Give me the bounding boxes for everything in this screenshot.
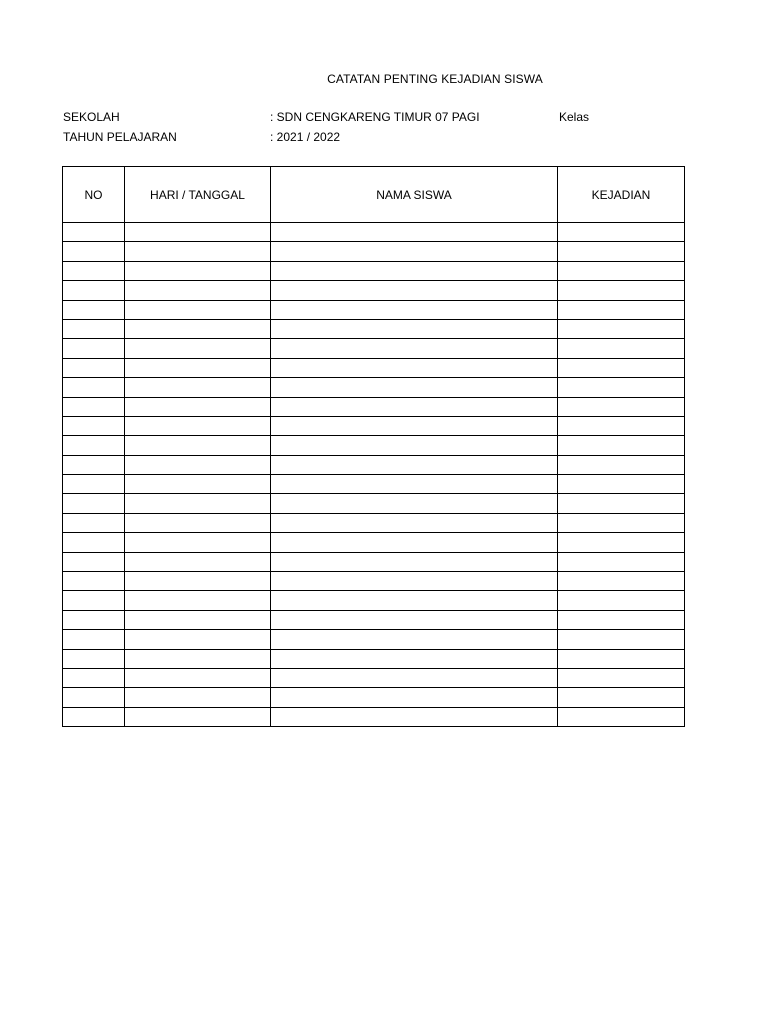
student-name-cell bbox=[271, 688, 558, 707]
date-cell bbox=[125, 339, 271, 358]
student-name-cell bbox=[271, 455, 558, 474]
date-cell bbox=[125, 281, 271, 300]
student-name-cell bbox=[271, 378, 558, 397]
table-row bbox=[63, 552, 685, 571]
no-cell bbox=[63, 281, 125, 300]
no-cell bbox=[63, 591, 125, 610]
student-name-cell bbox=[271, 339, 558, 358]
incident-cell bbox=[558, 707, 685, 726]
table-row bbox=[63, 378, 685, 397]
no-cell bbox=[63, 378, 125, 397]
incident-cell bbox=[558, 281, 685, 300]
date-cell bbox=[125, 552, 271, 571]
date-cell bbox=[125, 378, 271, 397]
incident-cell bbox=[558, 494, 685, 513]
no-cell bbox=[63, 649, 125, 668]
no-cell bbox=[63, 339, 125, 358]
no-cell bbox=[63, 223, 125, 242]
incident-cell bbox=[558, 436, 685, 455]
table-row bbox=[63, 649, 685, 668]
student-name-cell bbox=[271, 707, 558, 726]
student-name-cell bbox=[271, 261, 558, 280]
date-cell bbox=[125, 513, 271, 532]
column-header-incident: KEJADIAN bbox=[558, 167, 685, 223]
incident-cell bbox=[558, 513, 685, 532]
table-row bbox=[63, 513, 685, 532]
no-cell bbox=[63, 630, 125, 649]
table-row bbox=[63, 339, 685, 358]
date-cell bbox=[125, 358, 271, 377]
table-row bbox=[63, 261, 685, 280]
no-cell bbox=[63, 358, 125, 377]
student-name-cell bbox=[271, 630, 558, 649]
date-cell bbox=[125, 319, 271, 338]
table-row bbox=[63, 223, 685, 242]
table-body bbox=[63, 223, 685, 727]
no-cell bbox=[63, 513, 125, 532]
date-cell bbox=[125, 630, 271, 649]
student-name-cell bbox=[271, 649, 558, 668]
student-name-cell bbox=[271, 416, 558, 435]
incident-cell bbox=[558, 378, 685, 397]
student-name-cell bbox=[271, 610, 558, 629]
column-header-date: HARI / TANGGAL bbox=[125, 167, 271, 223]
no-cell bbox=[63, 668, 125, 687]
academic-year-value: : 2021 / 2022 bbox=[270, 130, 341, 144]
date-cell bbox=[125, 475, 271, 494]
table-header-row bbox=[63, 167, 685, 223]
no-cell bbox=[63, 300, 125, 319]
date-cell bbox=[125, 436, 271, 455]
no-cell bbox=[63, 707, 125, 726]
student-name-cell bbox=[271, 319, 558, 338]
table-row bbox=[63, 319, 685, 338]
table-row bbox=[63, 572, 685, 591]
date-cell bbox=[125, 455, 271, 474]
no-cell bbox=[63, 475, 125, 494]
incident-cell bbox=[558, 300, 685, 319]
no-cell bbox=[63, 572, 125, 591]
student-name-cell bbox=[271, 668, 558, 687]
incident-cell bbox=[558, 572, 685, 591]
column-header-no: NO bbox=[63, 167, 125, 223]
incident-cell bbox=[558, 475, 685, 494]
table-row bbox=[63, 533, 685, 552]
student-name-cell bbox=[271, 436, 558, 455]
no-cell bbox=[63, 455, 125, 474]
incident-cell bbox=[558, 319, 685, 338]
student-name-cell bbox=[271, 572, 558, 591]
incident-cell bbox=[558, 416, 685, 435]
incident-cell bbox=[558, 455, 685, 474]
no-cell bbox=[63, 533, 125, 552]
table-row bbox=[63, 281, 685, 300]
date-cell bbox=[125, 707, 271, 726]
date-cell bbox=[125, 300, 271, 319]
incident-cell bbox=[558, 242, 685, 261]
incident-cell bbox=[558, 649, 685, 668]
incident-cell bbox=[558, 358, 685, 377]
table-row bbox=[63, 591, 685, 610]
incident-cell bbox=[558, 261, 685, 280]
no-cell bbox=[63, 416, 125, 435]
student-name-cell bbox=[271, 358, 558, 377]
no-cell bbox=[63, 242, 125, 261]
student-name-cell bbox=[271, 475, 558, 494]
table-row bbox=[63, 707, 685, 726]
student-name-cell bbox=[271, 300, 558, 319]
date-cell bbox=[125, 223, 271, 242]
table-row bbox=[63, 610, 685, 629]
no-cell bbox=[63, 688, 125, 707]
student-name-cell bbox=[271, 494, 558, 513]
no-cell bbox=[63, 397, 125, 416]
incident-cell bbox=[558, 552, 685, 571]
date-cell bbox=[125, 261, 271, 280]
document-title: CATATAN PENTING KEJADIAN SISWA bbox=[327, 72, 543, 86]
no-cell bbox=[63, 610, 125, 629]
date-cell bbox=[125, 533, 271, 552]
date-cell bbox=[125, 494, 271, 513]
no-cell bbox=[63, 552, 125, 571]
table-row bbox=[63, 630, 685, 649]
school-value: : SDN CENGKARENG TIMUR 07 PAGI bbox=[270, 110, 480, 124]
table-row bbox=[63, 397, 685, 416]
date-cell bbox=[125, 610, 271, 629]
date-cell bbox=[125, 572, 271, 591]
incident-cell bbox=[558, 533, 685, 552]
table-row bbox=[63, 668, 685, 687]
student-name-cell bbox=[271, 281, 558, 300]
table-row bbox=[63, 688, 685, 707]
column-header-student-name: NAMA SISWA bbox=[271, 167, 558, 223]
incident-cell bbox=[558, 339, 685, 358]
incident-cell bbox=[558, 397, 685, 416]
table-row bbox=[63, 475, 685, 494]
school-label: SEKOLAH bbox=[63, 110, 120, 124]
table-row bbox=[63, 455, 685, 474]
table-row bbox=[63, 436, 685, 455]
table-row bbox=[63, 416, 685, 435]
incident-cell bbox=[558, 223, 685, 242]
no-cell bbox=[63, 319, 125, 338]
incident-cell bbox=[558, 688, 685, 707]
date-cell bbox=[125, 688, 271, 707]
no-cell bbox=[63, 261, 125, 280]
date-cell bbox=[125, 668, 271, 687]
date-cell bbox=[125, 397, 271, 416]
table-row bbox=[63, 300, 685, 319]
class-label: Kelas bbox=[559, 110, 590, 124]
student-name-cell bbox=[271, 552, 558, 571]
student-name-cell bbox=[271, 513, 558, 532]
date-cell bbox=[125, 591, 271, 610]
table-row bbox=[63, 494, 685, 513]
incident-cell bbox=[558, 630, 685, 649]
table-row bbox=[63, 358, 685, 377]
date-cell bbox=[125, 242, 271, 261]
student-name-cell bbox=[271, 242, 558, 261]
academic-year-label: TAHUN PELAJARAN bbox=[63, 130, 177, 144]
no-cell bbox=[63, 436, 125, 455]
incident-cell bbox=[558, 668, 685, 687]
date-cell bbox=[125, 416, 271, 435]
student-name-cell bbox=[271, 397, 558, 416]
student-name-cell bbox=[271, 591, 558, 610]
incident-cell bbox=[558, 591, 685, 610]
table-row bbox=[63, 242, 685, 261]
date-cell bbox=[125, 649, 271, 668]
no-cell bbox=[63, 494, 125, 513]
student-name-cell bbox=[271, 223, 558, 242]
incident-cell bbox=[558, 610, 685, 629]
student-name-cell bbox=[271, 533, 558, 552]
incident-record-table bbox=[62, 166, 685, 727]
